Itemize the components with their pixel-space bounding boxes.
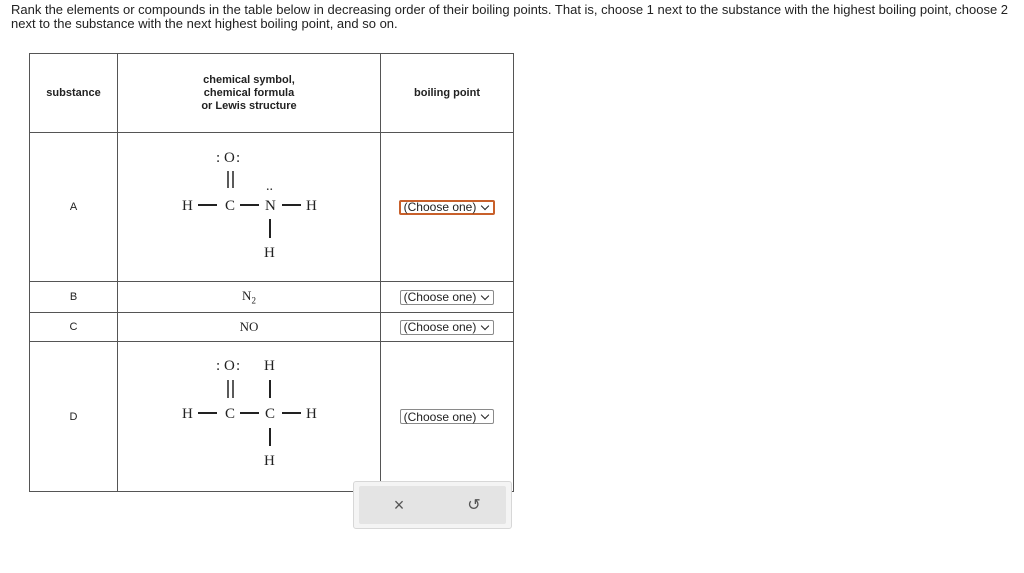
formula-subscript: 2 [251,295,256,306]
row-letter: B [30,282,118,313]
chevron-down-icon [481,411,489,419]
header-substance: substance [30,54,118,133]
clear-button[interactable] [369,486,429,524]
undo-button[interactable] [444,486,504,524]
lewis-c2: C [265,406,276,422]
lewis-c1: C [225,406,236,422]
lewis-n: N [265,198,276,214]
table-row [30,342,514,492]
header-boiling-point: boiling point [381,54,514,133]
lewis-h-bottom: H [264,245,275,261]
chevron-down-icon [481,201,489,209]
lewis-o-label: O [224,358,235,374]
header-symbol-line2: chemical formula [203,86,295,99]
lewis-h-bottom: H [264,453,275,469]
boiling-point-cell [381,133,514,282]
lewis-h-right: H [306,198,317,214]
chevron-down-icon [481,291,489,299]
row-letter: C [30,313,118,342]
ranking-table [29,53,514,492]
close-icon: × [393,494,405,515]
select-label: (Choose one) [403,290,477,304]
boiling-point-select-a[interactable] [399,200,496,215]
svg-text:..: .. [266,179,273,194]
select-label: (Choose one) [403,200,477,214]
lewis-h-left: H [182,406,193,422]
boiling-point-select-d[interactable] [400,409,495,424]
table-header-row [30,54,514,133]
svg-text::: : [236,358,241,374]
boiling-point-select-c[interactable] [400,320,495,335]
answer-toolbar-inner [359,486,506,524]
table-row [30,133,514,282]
formula-cell-c: NO [118,313,381,342]
lewis-c: C [225,198,236,214]
svg-text::: : [216,358,221,374]
table-row [30,313,514,342]
lewis-h-right: H [306,406,317,422]
svg-text::: : [216,150,221,166]
lewis-h-left: H [182,198,193,214]
boiling-point-cell [381,282,514,313]
boiling-point-cell [381,342,514,492]
lewis-h-top: H [264,358,275,374]
undo-icon: ↺ [467,497,481,514]
header-symbol-line1: chemical symbol, [203,73,295,86]
formula-main: N [242,288,252,304]
lewis-o-label: O [224,150,235,166]
select-label: (Choose one) [403,320,477,334]
formula-cell-b [118,282,381,313]
row-letter: A [30,133,118,282]
chevron-down-icon [481,321,489,329]
select-label: (Choose one) [403,409,477,424]
row-letter: D [30,342,118,492]
instructions-text: Rank the elements or compounds in the table below in decreasing order of their boiling points. That is, choose 1 next to the substance with the highest boiling point, choose 2 next to the substance with the next highest boiling point, and so on. [11,2,1009,31]
boiling-point-cell [381,313,514,342]
lewis-structure-a [118,133,381,282]
svg-text::: : [236,150,241,166]
answer-toolbar [353,481,512,529]
lewis-structure-d [118,342,381,492]
header-symbol-line3: or Lewis structure [201,99,297,112]
header-chemical-symbol [118,54,381,133]
boiling-point-select-b[interactable] [400,290,495,305]
table-row [30,282,514,313]
